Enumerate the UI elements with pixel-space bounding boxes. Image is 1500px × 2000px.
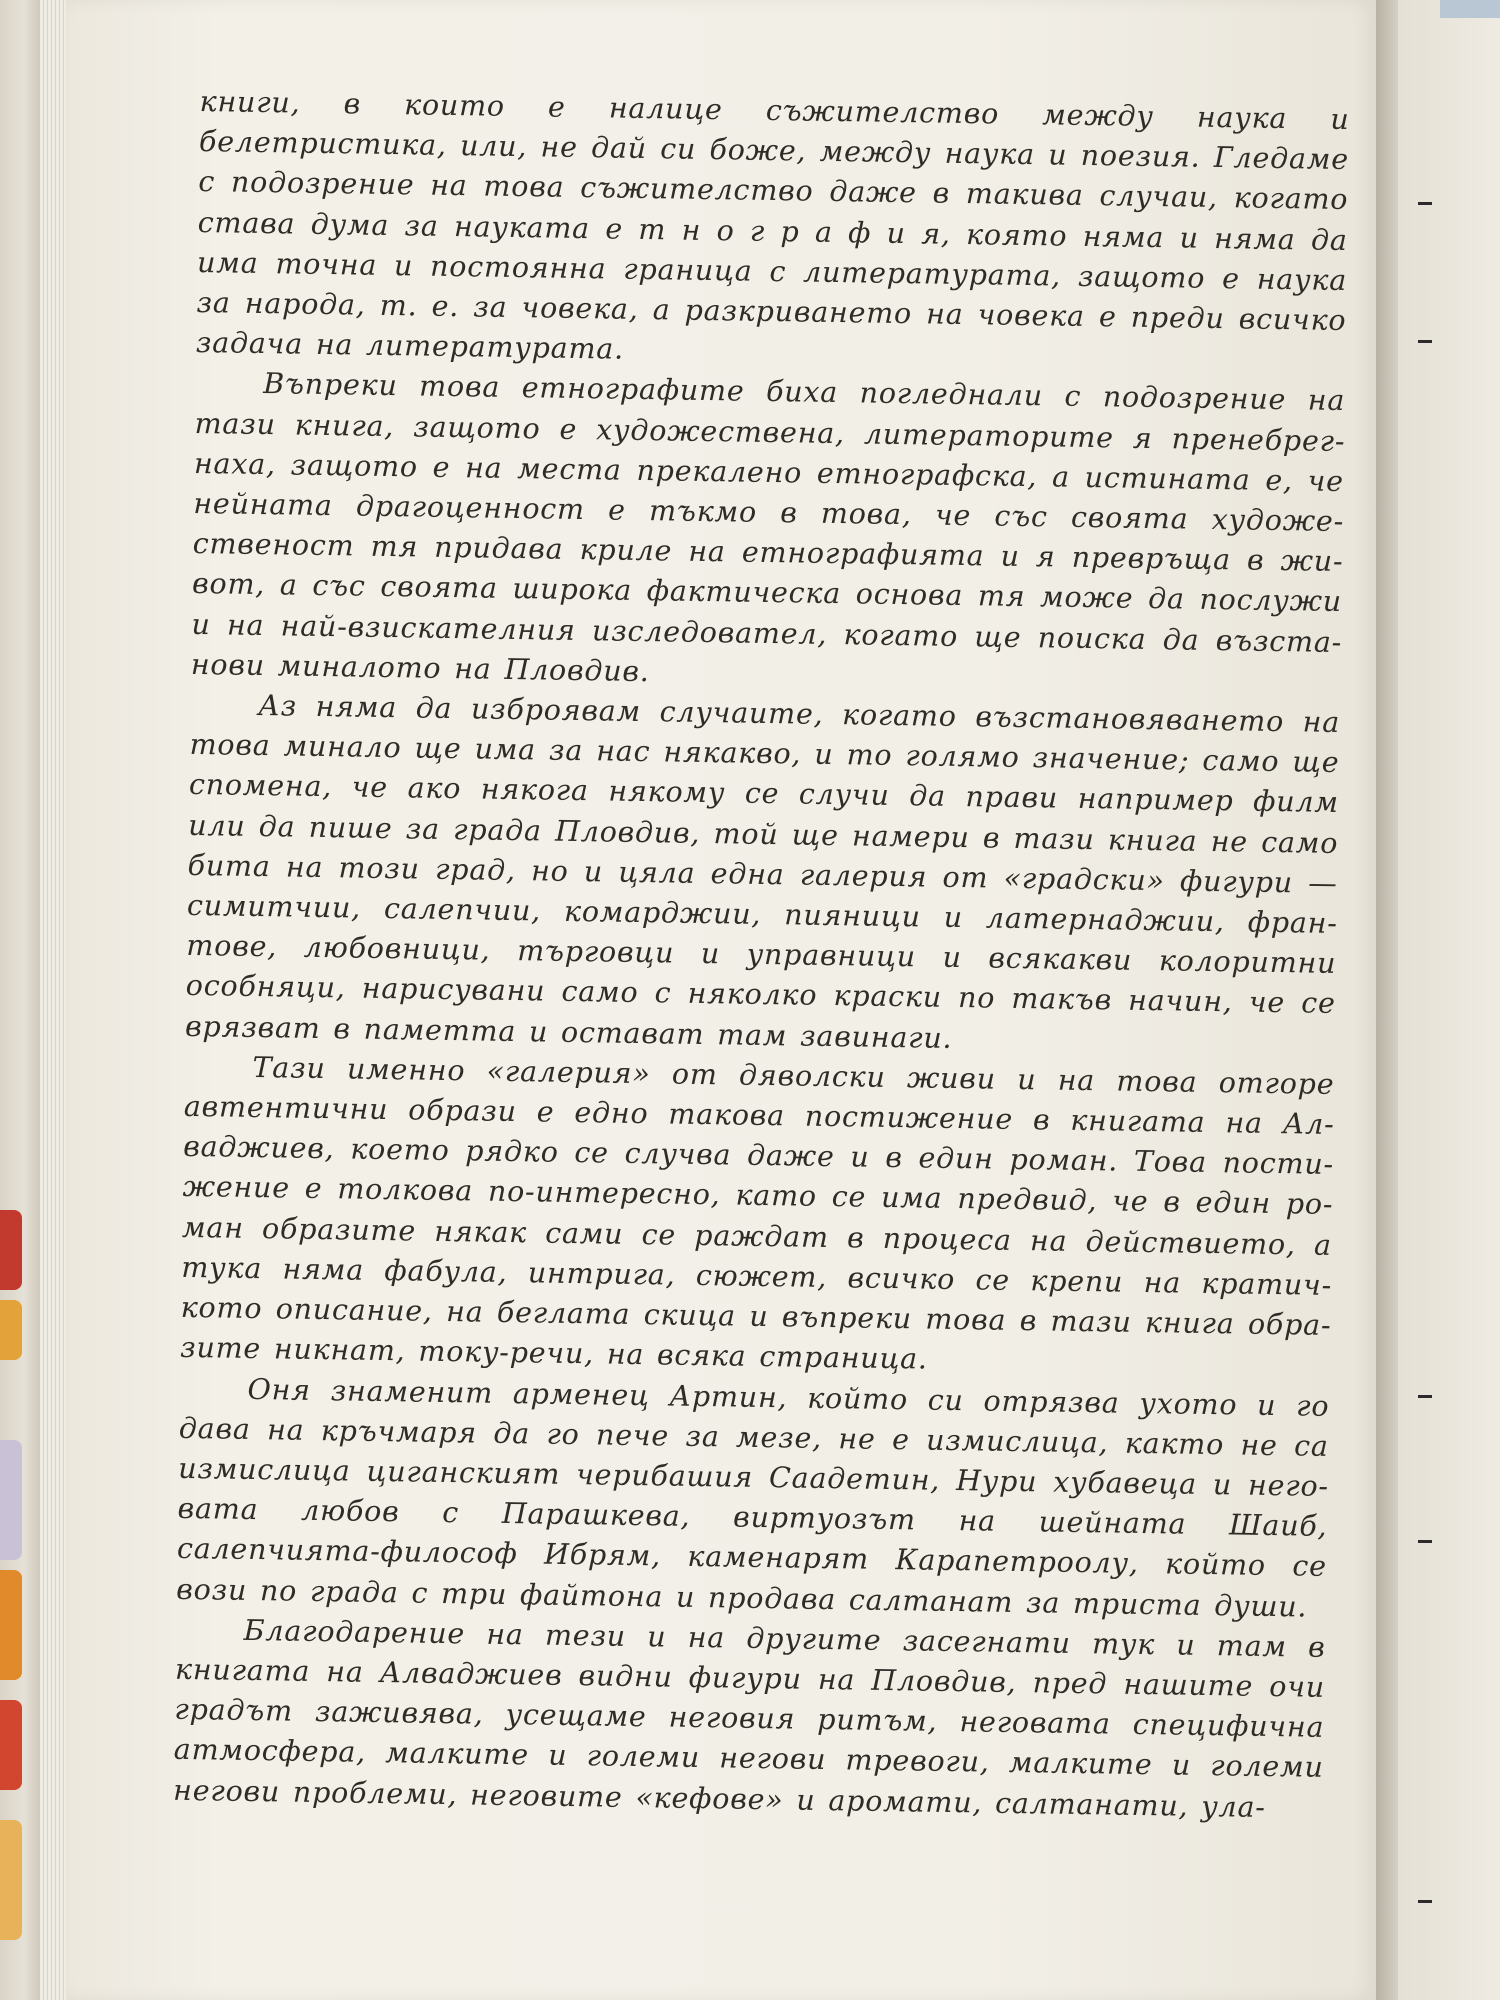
facing-page-text-fragment	[1418, 1540, 1432, 1543]
facing-page-edge	[1398, 0, 1500, 2000]
page-stack-edges	[40, 0, 66, 2000]
paragraph: Оня знаменит арменец Артин, който си отрязва ухото и го дава на кръчмаря да го пече за мезе, не е измислица, както не са измислица циганският черибашия Саадетин, Нури хубавеца и неговата любов с Парашкева, виртуозът на шейната Шаиб, салепчията-философ Ибрям, каменарят Карапетроолу, който се вози по града с три файтона и продава салтанат за триста души.	[176, 1372, 1330, 1624]
paragraph: Аз няма да изброявам случаите, когато възстановяването на това минало ще има за нас някакво, и то голямо значение; само ще спомена, че ако някога някому се случи да прави например филм или да пише за града Пловдив, той ще намери в тази книга не само бита на този град, но и цяла една галерия от «градски» фигури — симитчии, салепчии, комарджии, пияници и латернаджии, франтове, любовници, търговци и управници и всякакви колоритни особняци, нарисувани само с няколко краски по такъв начин, че се врязват в паметта и остават там завинаги.	[184, 689, 1341, 1055]
book-spine-shadow	[1376, 0, 1398, 2000]
facing-page-text-fragment	[1418, 202, 1432, 205]
cover-decoration	[0, 1570, 22, 1680]
paragraph: Въпреки това етнографите биха погледнали с подозрение на тази книга, защото е художествена, литераторите я пренебрегнаха, защото е на места прекалено етнографска, а истината е, че нейната драгоценност е тъкмо в това, че със своята художественост тя придава криле на етнографията и я превръща в живот, а със своята широка фактическа основа тя може да послужи и на най-взискателния изследовател, когато ще поиска да възстанови миналото на Пловдив.	[190, 367, 1346, 688]
left-book-edge	[0, 0, 40, 2000]
cover-decoration	[0, 1300, 22, 1360]
paragraph: книги, в които е налице съжителство между наука и белетристика, или, не дай си боже, между наука и поезия. Гледаме с подозрение на това съжителство даже в такива случаи, когато става дума за науката е т н о г р а ф и я, която няма и няма да има точна и постоянна граница с литературата, защото е наука за народа, т. е. за човека, а разкриването на човека е преди всичко задача на литературата.	[195, 84, 1350, 366]
cover-decoration	[0, 1820, 22, 1940]
paragraph: Тази именно «галерия» от дяволски живи и на това отгоре автентични образи е едно такова постижение в книгата на Алваджиев, което рядко се случва даже и в един роман. Това постижение е толкова по-интересно, като се има предвид, че в един роман образите някак сами се раждат в процеса на действието, а тука няма фабула, интрига, сюжет, всичко се крепи на кратичкото описание, на беглата скица и въпреки това в тази книга образите никнат, току-речи, на всяка страница.	[179, 1050, 1335, 1376]
cover-decoration	[0, 1210, 22, 1290]
facing-page-text-fragment	[1418, 1395, 1432, 1398]
facing-page-text-fragment	[1418, 340, 1432, 343]
cover-decoration	[0, 1700, 22, 1790]
paragraph: Благодарение на тези и на другите засегнати тук и там в книгата на Алваджиев видни фигури на Пловдив, пред нашите очи градът заживява, усещаме неговия ритъм, неговата специфична атмосфера, малките и големи негови тревоги, малките и големи негови проблеми, неговите «кефове» и аромати, салтанати, ула-	[172, 1613, 1326, 1824]
facing-page-text-fragment	[1418, 1900, 1432, 1903]
cover-decoration	[0, 1440, 22, 1560]
page-body-text	[173, 82, 1350, 1829]
blue-corner-decoration	[1440, 0, 1500, 18]
